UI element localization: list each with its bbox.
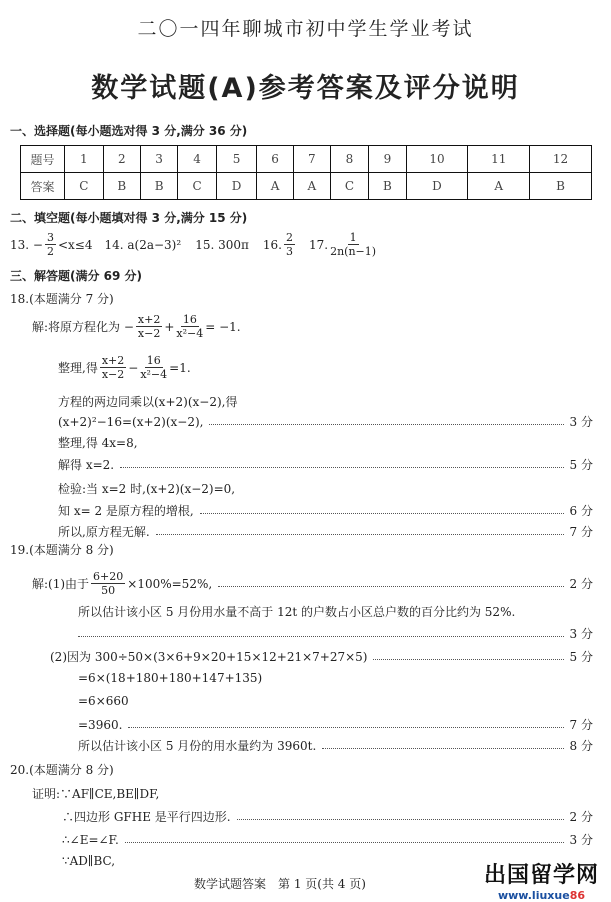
answer-cell: A <box>293 173 330 200</box>
score: 2 分 <box>569 810 593 824</box>
answer-15: 15. 300π <box>195 237 249 252</box>
q19-line: =6×660 <box>78 694 129 708</box>
q19-line: 所以估计该小区 5 月份用水量不高于 12t 的户数占小区总户数的百分比约为 52%. <box>78 605 516 619</box>
question-number: 8 <box>330 146 369 173</box>
question-number: 10 <box>406 146 468 173</box>
row-label: 题号 <box>21 146 65 173</box>
score: 3 分 <box>569 415 593 429</box>
q20-line: 证明:∵AF∥CE,BE∥DF, <box>32 787 160 801</box>
question-number: 7 <box>293 146 330 173</box>
question-number: 9 <box>369 146 406 173</box>
q20-line: ∴四边形 GFHE 是平行四边形. 2 分 <box>62 810 593 824</box>
score: 2 分 <box>569 577 593 591</box>
score: 7 分 <box>569 525 593 539</box>
answer-cell: D <box>216 173 256 200</box>
q20-line: ∵AD∥BC, <box>62 854 116 868</box>
q19-line: 所以估计该小区 5 月份的用水量约为 3960t. 8 分 <box>78 739 593 753</box>
answer-13: 13. − <box>10 237 43 252</box>
score: 5 分 <box>569 458 593 472</box>
question-number: 3 <box>140 146 177 173</box>
section-2-heading: 二、填空题(每小题填对得 3 分,满分 15 分) <box>10 211 248 225</box>
answer-cell: B <box>140 173 177 200</box>
question-number: 4 <box>178 146 217 173</box>
question-number: 5 <box>216 146 256 173</box>
q19-heading: 19.(本题满分 8 分) <box>10 543 114 557</box>
fraction: $\frac{2}{3}$ <box>285 231 293 258</box>
section-1-heading: 一、选择题(每小题选对得 3 分,满分 36 分) <box>10 124 248 138</box>
answer-17: 17. <box>308 237 329 252</box>
answer-cell: C <box>330 173 369 200</box>
q18-line: 方程的两边同乘以(x+2)(x−2),得 <box>58 395 238 409</box>
q18-line: 解得 x=2. 5 分 <box>58 458 593 472</box>
answer-14: 14. a(2a−3)² <box>104 237 182 252</box>
answer-13-rest: <x≤4 <box>57 237 93 252</box>
q18-line: 检验:当 x=2 时,(x+2)(x−2)=0, <box>58 482 236 496</box>
answer-cell: A <box>468 173 530 200</box>
question-number: 1 <box>65 146 104 173</box>
answer-cell: B <box>103 173 140 200</box>
answer-16: 16. <box>262 237 282 252</box>
q18-line: 解:将原方程化为 − $\frac{x+2}{x-2}$ + $\frac{16}{\text{x²−4}}$ = −1. <box>32 313 241 340</box>
q18-line: 整理,得 $\frac{x+2}{x-2}$ − $\frac{16}{\text{x²−4}}$ =1. <box>58 354 191 381</box>
question-number: 6 <box>257 146 294 173</box>
q18-line: (x+2)²−16=(x+2)(x−2), 3 分 <box>58 414 593 429</box>
q20-heading: 20.(本题满分 8 分) <box>10 763 114 777</box>
q18-line: 整理,得 4x=8, <box>58 436 138 450</box>
q18-line: 知 x= 2 是原方程的增根, 6 分 <box>58 504 593 518</box>
fraction: $\frac{1}{2n(n-1)}$ <box>330 231 377 258</box>
score: 6 分 <box>569 504 593 518</box>
q19-line: =6×(18+180+180+147+135) <box>78 671 263 685</box>
q19-line: 解:(1)由于 $\frac{6+20}{50}$ ×100%=52%, 2 分 <box>32 570 593 597</box>
section-3-heading: 三、解答题(满分 69 分) <box>10 269 143 283</box>
fill-in-answers <box>10 231 378 258</box>
q19-line <box>78 625 593 642</box>
answer-cell: D <box>406 173 468 200</box>
answer-table <box>20 145 592 200</box>
answer-cell: B <box>530 173 592 200</box>
answer-cell: C <box>178 173 217 200</box>
question-number: 11 <box>468 146 530 173</box>
q19-line: (2)因为 300÷50×(3×6+9×20+15×12+21×7+27×5) 5 分 <box>50 650 593 664</box>
exam-title: 二〇一四年聊城市初中学生学业考试 <box>137 18 474 40</box>
score: 8 分 <box>569 739 593 753</box>
score: 7 分 <box>569 718 593 732</box>
answer-cell: C <box>65 173 104 200</box>
question-number: 12 <box>530 146 592 173</box>
page-footer: 数学试题答案 第 1 页(共 4 页) <box>194 877 366 891</box>
answer-cell: A <box>257 173 294 200</box>
question-number: 2 <box>103 146 140 173</box>
row-label: 答案 <box>21 173 65 200</box>
q18-heading: 18.(本题满分 7 分) <box>10 292 114 306</box>
score: 3 分 <box>569 833 593 847</box>
document-title: 数学试题(A)参考答案及评分说明 <box>91 73 520 104</box>
watermark-logo: 出国留学网 www.liuxue86 <box>483 863 599 902</box>
score: 3 分 <box>569 627 593 641</box>
q19-line: =3960. 7 分 <box>78 717 593 732</box>
fraction: $\frac{3}{2}$ <box>46 231 54 258</box>
score: 5 分 <box>569 650 593 664</box>
q20-line: ∴∠E=∠F. 3 分 <box>62 832 593 847</box>
answer-cell: B <box>369 173 406 200</box>
q18-line: 所以,原方程无解. 7 分 <box>58 525 593 539</box>
